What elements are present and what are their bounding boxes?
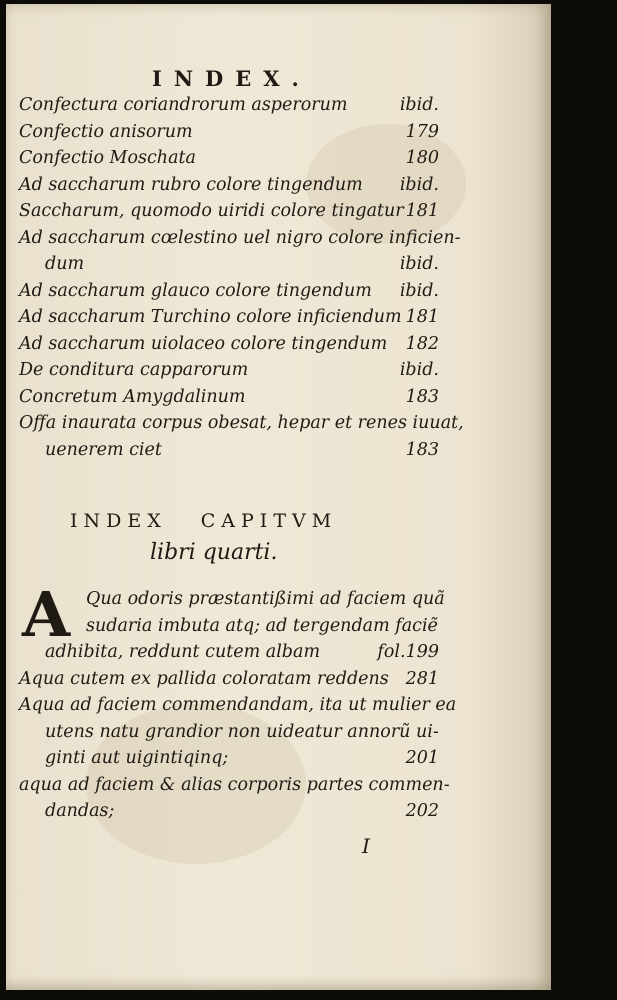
index-entry xyxy=(19,119,439,146)
entry-text: Concretum Amygdalinum xyxy=(19,386,246,407)
page-reference: 281 xyxy=(405,668,439,689)
index-entry xyxy=(19,772,450,825)
entry-continuation: dum xyxy=(45,254,85,274)
entry-text: Ad saccharum cœlestino uel nigro colore inficien- xyxy=(19,227,461,248)
page-reference: ibid. xyxy=(399,360,439,380)
section-subtitle: libri quarti. xyxy=(150,540,278,565)
section-title-capitum: CAPITVM xyxy=(200,510,338,532)
index-entry xyxy=(19,384,439,411)
index-entry xyxy=(19,666,439,693)
index-entry xyxy=(19,145,439,172)
index-list xyxy=(19,92,464,463)
page-reference: 180 xyxy=(405,148,439,168)
entry-text: Ad saccharum Turchino colore inficiendum xyxy=(19,307,402,327)
index-entry xyxy=(19,304,439,331)
page-reference: 201 xyxy=(405,748,439,768)
index-entry xyxy=(19,278,439,305)
page-reference: 181 xyxy=(405,307,439,327)
index-entry xyxy=(19,578,445,666)
running-head: INDEX. xyxy=(152,66,311,91)
entry-text: Aqua ad faciem commendandam, ita ut mulier ea xyxy=(19,695,457,715)
page-reference: 181 xyxy=(405,201,439,221)
drop-initial: A xyxy=(22,578,71,651)
page-reference: 182 xyxy=(405,333,439,354)
page-reference: ibid. xyxy=(399,254,439,274)
entry-text: Confectio anisorum xyxy=(19,121,193,142)
index-entry xyxy=(19,331,439,358)
section-title-index: INDEX xyxy=(70,510,167,532)
index-entry xyxy=(19,357,439,384)
index-entry xyxy=(19,225,461,278)
index-entry xyxy=(19,172,439,199)
entry-continuation: dandas; xyxy=(45,801,115,821)
page-reference: fol.199 xyxy=(377,642,439,662)
entry-text: Aqua cutem ex pallida coloratam reddens xyxy=(19,668,389,689)
page-reference: ibid. xyxy=(399,174,439,195)
book-page xyxy=(6,4,551,990)
index-entry xyxy=(19,410,464,463)
entry-text: Confectura coriandrorum asperorum xyxy=(19,95,348,115)
entry-text: Ad saccharum uiolaceo colore tingendum xyxy=(19,333,388,354)
section-title xyxy=(70,510,337,532)
entry-continuation: utens natu grandior non uideatur annorũ ui- xyxy=(45,721,439,742)
index-entry xyxy=(19,92,439,119)
entry-continuation: ginti aut uigintiqinq; xyxy=(45,748,229,768)
entry-text: Qua odoris præstantißimi ad faciem quã xyxy=(86,589,445,609)
index-entry xyxy=(19,692,457,772)
page-reference: ibid. xyxy=(399,280,439,301)
entry-text: Ad saccharum rubro colore tingendum xyxy=(19,174,363,195)
entry-continuation: sudaria imbuta atq; ad tergendam faciẽ xyxy=(86,615,438,636)
entry-continuation: uenerem ciet xyxy=(45,439,162,460)
entry-text: Confectio Moschata xyxy=(19,148,196,168)
page-reference: 183 xyxy=(405,439,439,460)
page-reference: ibid. xyxy=(399,95,439,115)
entry-text: Ad saccharum glauco colore tingendum xyxy=(19,280,372,301)
signature-mark: I xyxy=(362,834,370,858)
index-entry xyxy=(19,198,439,225)
entry-continuation: adhibita, reddunt cutem albam xyxy=(45,642,321,662)
page-reference: 202 xyxy=(405,801,439,821)
entry-text: De conditura capparorum xyxy=(19,360,249,380)
page-reference: 179 xyxy=(405,121,439,142)
chapter-index-list xyxy=(19,578,457,825)
page-reference: 183 xyxy=(405,386,439,407)
entry-text: Saccharum, quomodo uiridi colore tingatur xyxy=(19,201,404,221)
entry-text: Offa inaurata corpus obesat, hepar et renes iuuat, xyxy=(19,413,464,433)
entry-text: aqua ad faciem & alias corporis partes commen- xyxy=(19,774,450,795)
